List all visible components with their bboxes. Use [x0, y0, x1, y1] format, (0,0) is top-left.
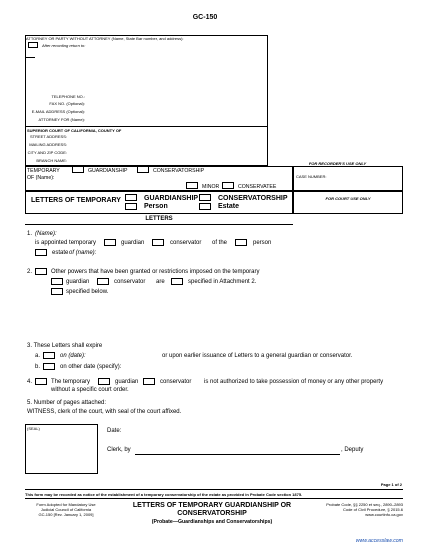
seal-box [25, 424, 98, 474]
item4-text: is not authorized to take possession of money or any other property [204, 379, 384, 385]
attorney-for-label: ATTORNEY FOR (Name): [38, 117, 85, 122]
item3b-text: on other date (specify): [60, 364, 122, 370]
item4-temporary: The temporary [51, 379, 91, 385]
item4-conservator: conservator [160, 379, 192, 385]
conservatee-checkbox[interactable] [222, 182, 234, 189]
item2-are: are [156, 279, 165, 285]
street-label: STREET ADDRESS: [29, 134, 67, 139]
divider-line [25, 224, 293, 225]
item1-num: 1. [27, 231, 33, 237]
page-number: Page 1 of 2 [380, 482, 402, 487]
item1-guardian-checkbox[interactable] [104, 239, 116, 246]
item3a-label: a. [35, 353, 41, 359]
footer-title-2: CONSERVATORSHIP [177, 510, 247, 517]
item2-specified-below: specified below. [66, 289, 109, 295]
item4-guardian-checkbox[interactable] [98, 378, 110, 385]
item1-person: person [253, 240, 272, 246]
item4-num: 4. [27, 379, 33, 385]
item1-appointed: is appointed temporary [35, 240, 97, 246]
item3b-checkbox[interactable] [43, 363, 55, 370]
item2-num: 2. [27, 269, 33, 275]
item1-of-name: of (name): [69, 250, 97, 256]
city-label: CITY AND ZIP CODE: [27, 150, 67, 155]
title-guardianship-checkbox[interactable] [125, 194, 137, 201]
item1-conservator-checkbox[interactable] [152, 239, 164, 246]
footer-notice: This form may be recorded as notice of the establishment of a temporary conservatorship of the estate as provided in Probate Code section 1875. [25, 492, 303, 497]
title-person-checkbox[interactable] [125, 203, 137, 210]
letters-heading: LETTERS [145, 216, 173, 222]
item4-guardian: guardian [115, 379, 139, 385]
letters-of-temporary-title: LETTERS OF TEMPORARY [31, 197, 121, 204]
title-conservatorship: CONSERVATORSHIP [218, 195, 288, 202]
guardianship-label: GUARDIANSHIP [88, 168, 128, 174]
conservatee-label: CONSERVATEE [238, 184, 277, 190]
item2-specified-att: specified in Attachment 2. [188, 279, 257, 285]
deputy-label: , Deputy [341, 447, 364, 453]
footer-rule [25, 489, 403, 490]
after-recording-label: After recording return to: [42, 43, 86, 48]
item3a-on-date: on (date): [60, 353, 86, 359]
item3a-checkbox[interactable] [43, 352, 55, 359]
telephone-label: TELEPHONE NO.: [51, 94, 85, 99]
date-label: Date: [107, 428, 122, 434]
attorney-label: ATTORNEY OR PARTY WITHOUT ATTORNEY (Name, State Bar number, and address): [26, 36, 184, 41]
clerk-signature-line[interactable] [135, 454, 340, 455]
after-recording-checkbox[interactable] [28, 42, 38, 48]
footer-code-2: Code of Civil Procedure, § 2015.6 [342, 507, 403, 512]
footer-adopted-2: Judicial Council of California [40, 507, 92, 512]
mailing-label: MAILING ADDRESS: [29, 142, 67, 147]
court-title: SUPERIOR COURT OF CALIFORNIA, COUNTY OF [27, 128, 122, 133]
conservatorship-label: CONSERVATORSHIP [153, 168, 205, 174]
margin-mark [25, 57, 35, 58]
footer-url-link[interactable]: www.accesslaw.com [355, 538, 403, 544]
item4-text2: without a specific court order. [51, 387, 129, 393]
footer-code-1: Probate Code, §§ 2250 et seq., 2890–2893 [326, 502, 403, 507]
item1-estate-checkbox[interactable] [35, 249, 47, 256]
item1-of-the: of the [212, 240, 228, 246]
title-conservatorship-checkbox[interactable] [199, 194, 211, 201]
minor-checkbox[interactable] [186, 182, 198, 189]
of-name-label: OF (Name): [27, 175, 55, 181]
court-use-box [293, 191, 403, 214]
witness-text: WITNESS, clerk of the court, with seal of the court affixed. [27, 409, 182, 415]
recorders-use-label: FOR RECORDER'S USE ONLY [308, 161, 367, 166]
item2-text: Other powers that have been granted or restrictions imposed on the temporary [51, 269, 260, 275]
item1-person-checkbox[interactable] [235, 239, 247, 246]
item3b-label: b. [35, 364, 41, 370]
item1-conservator: conservator [170, 240, 202, 246]
footer-adopted-1: Form Adopted for Mandatory Use [36, 502, 96, 507]
title-estate-checkbox[interactable] [199, 203, 211, 210]
item3-text: 3. These Letters shall expire [27, 343, 103, 349]
item1-name-label: (Name): [35, 231, 57, 237]
item3a-rest: or upon earlier issuance of Letters to a general guardian or conservator. [162, 353, 353, 359]
footer-rule-2 [25, 498, 403, 499]
title-guardianship: GUARDIANSHIP [144, 195, 199, 202]
item2-guardian-checkbox[interactable] [51, 278, 63, 285]
item4-conservator-checkbox[interactable] [143, 378, 155, 385]
item2-guardian: guardian [66, 279, 90, 285]
case-number-label: CASE NUMBER: [296, 174, 327, 179]
item2-conservator: conservator [114, 279, 146, 285]
title-estate: Estate [218, 203, 240, 210]
item2-attachment-checkbox[interactable] [171, 278, 183, 285]
item2-conservator-checkbox[interactable] [97, 278, 109, 285]
item2-checkbox[interactable] [35, 268, 47, 275]
minor-label: MINOR [202, 184, 220, 190]
fax-label: FAX NO. (Optional): [49, 101, 85, 106]
item1-guardian: guardian [121, 240, 145, 246]
item4-checkbox[interactable] [35, 378, 47, 385]
footer-adopted-3: GC-150 [Rev. January 1, 2009] [38, 512, 94, 517]
footer-code-3: www.courtinfo.ca.gov [365, 512, 403, 517]
email-label: E-MAIL ADDRESS (Optional): [31, 109, 85, 114]
seal-label: (SEAL) [27, 426, 40, 431]
form-number: GC-150 [192, 14, 218, 21]
temporary-label: TEMPORARY [27, 168, 60, 174]
title-person: Person [144, 203, 168, 210]
footer-title-3: (Probate—Guardianships and Conservatorships) [151, 519, 273, 525]
item5-text: 5. Number of pages attached: [27, 400, 107, 406]
guardianship-checkbox[interactable] [72, 166, 84, 173]
clerk-by-label: Clerk, by [107, 447, 131, 453]
court-use-label: FOR COURT USE ONLY [325, 196, 371, 201]
item1-estate: estate [52, 250, 69, 256]
item2-below-checkbox[interactable] [51, 288, 63, 295]
conservatorship-checkbox[interactable] [137, 166, 149, 173]
branch-label: BRANCH NAME: [36, 158, 67, 163]
footer-title-1: LETTERS OF TEMPORARY GUARDIANSHIP OR [132, 502, 292, 509]
